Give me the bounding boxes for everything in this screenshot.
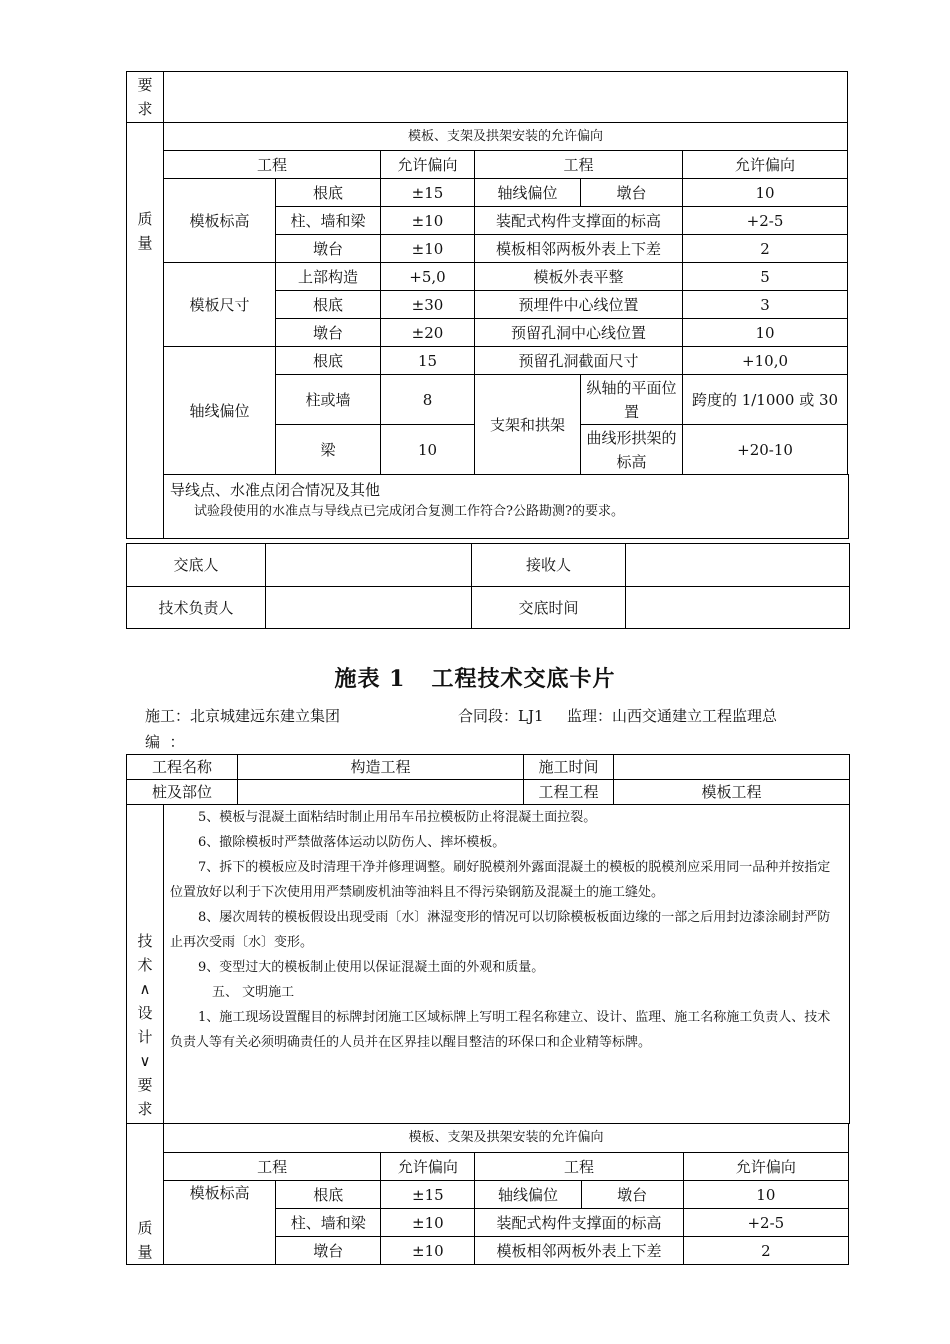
closure-text: 试验段使用的水准点与导线点已完成闭合复测工作符合?公路勘测?的要求。 bbox=[194, 504, 624, 519]
paragraph: 8、屡次周转的模板假设出现受雨〔水〕淋湿变形的情况可以切除模板板面边缘的一部之后用封边漆涂刷封严防止再次受雨〔水〕变形。 bbox=[170, 910, 831, 950]
right-sub-item: 纵轴的平面位置 bbox=[581, 375, 683, 425]
right-tolerance: 跨度的 1/1000 或 30 bbox=[683, 375, 848, 425]
tolerance-value: ±10 bbox=[381, 207, 475, 235]
edit-label: 编 ： bbox=[145, 733, 185, 751]
tolerance-value: 8 bbox=[381, 375, 475, 425]
right-sub-item: 墩台 bbox=[581, 1181, 683, 1209]
tolerance-value: ±10 bbox=[381, 1209, 475, 1237]
header-tolerance-right: 允许偏向 bbox=[683, 1153, 848, 1181]
sub-item: 上部构造 bbox=[276, 263, 381, 291]
handover-label: 交底人 bbox=[127, 544, 266, 587]
tolerance-value: 10 bbox=[381, 425, 475, 475]
sub-item: 墩台 bbox=[276, 319, 381, 347]
construction-company: 施工：北京城建远东建立集团 bbox=[145, 707, 341, 725]
paragraph: 7、拆下的模板应及时清理干净并修理调整。刷好脱模剂外露面混凝土的模板的脱模剂应采用同一品种并按指定位置放好以利于下次使用用严禁刷废机油等油料且不得污染钢筋及混凝土的施工缝处。 bbox=[170, 860, 831, 900]
sub-item: 柱、墙和梁 bbox=[276, 207, 381, 235]
right-item: 支架和拱架 bbox=[475, 375, 581, 475]
paragraph: 9、变型过大的模板制止使用以保证混凝土面的外观和质量。 bbox=[198, 960, 545, 975]
tolerance-table-bottom bbox=[126, 1123, 849, 1265]
tech-content bbox=[164, 805, 850, 1124]
supervision-company: 监理：山西交通建立工程监理总 bbox=[567, 707, 778, 725]
requirement-content bbox=[164, 72, 848, 123]
tolerance-value: ±30 bbox=[381, 291, 475, 319]
right-tolerance: 10 bbox=[683, 179, 848, 207]
receiver-label: 接收人 bbox=[472, 544, 626, 587]
time-label: 施工时间 bbox=[524, 755, 614, 780]
right-item: 预留孔洞截面尺寸 bbox=[475, 347, 683, 375]
work-value: 模板工程 bbox=[614, 780, 850, 805]
right-item: 装配式构件支撑面的标高 bbox=[475, 207, 683, 235]
header-tolerance: 允许偏向 bbox=[381, 151, 475, 179]
right-item: 装配式构件支撑面的标高 bbox=[475, 1209, 683, 1237]
header-tolerance: 允许偏向 bbox=[381, 1153, 475, 1181]
right-item: 模板相邻两板外表上下差 bbox=[475, 1237, 683, 1265]
paragraph: 1、施工现场设置醒目的标牌封闭施工区域标牌上写明工程名称建立、设计、监理、施工名称施工负责人、技术负责人等有关必须明确责任的人员并在区界挂以醒目整洁的环保口和企业精等标牌。 bbox=[170, 1010, 831, 1050]
tolerance-value: ±15 bbox=[381, 179, 475, 207]
project-info-table bbox=[126, 754, 850, 805]
right-tolerance: +10,0 bbox=[683, 347, 848, 375]
right-tolerance: 10 bbox=[683, 1181, 848, 1209]
right-item: 预留孔洞中心线位置 bbox=[475, 319, 683, 347]
quality-label: 质 量 bbox=[127, 1124, 164, 1265]
header-item-right: 工程 bbox=[475, 151, 683, 179]
tolerance-value: ±10 bbox=[381, 1237, 475, 1265]
tech-requirements-table bbox=[126, 804, 850, 1124]
right-tolerance: +2-5 bbox=[683, 1209, 848, 1237]
quality-label: 质 量 bbox=[127, 123, 164, 539]
right-tolerance: 10 bbox=[683, 319, 848, 347]
paragraph: 5、模板与混凝土面粘结时制止用吊车吊拉模板防止将混凝土面拉裂。 bbox=[198, 810, 597, 825]
right-tolerance: 2 bbox=[683, 1237, 848, 1265]
section-heading: 五、 文明施工 bbox=[212, 985, 295, 1000]
handover-value bbox=[266, 544, 472, 587]
group-label: 轴线偏位 bbox=[164, 347, 276, 475]
tolerance-title: 模板、支架及拱架安装的允许偏向 bbox=[164, 1124, 849, 1153]
sub-item: 梁 bbox=[276, 425, 381, 475]
handover-time-label: 交底时间 bbox=[472, 587, 626, 629]
tolerance-value: 15 bbox=[381, 347, 475, 375]
tolerance-value: ±15 bbox=[381, 1181, 475, 1209]
tech-lead-label: 技术负责人 bbox=[127, 587, 266, 629]
tolerance-value: ±20 bbox=[381, 319, 475, 347]
right-item: 轴线偏位 bbox=[475, 179, 581, 207]
receiver-value bbox=[626, 544, 850, 587]
sub-item: 柱或墙 bbox=[276, 375, 381, 425]
group-label: 模板尺寸 bbox=[164, 263, 276, 347]
signoff-table bbox=[126, 543, 850, 629]
requirement-label: 要 求 bbox=[127, 72, 164, 123]
handover-time-value bbox=[626, 587, 850, 629]
header-item: 工程 bbox=[164, 1153, 381, 1181]
closure-section bbox=[164, 475, 849, 539]
header-tolerance-right: 允许偏向 bbox=[683, 151, 848, 179]
right-tolerance: +20-10 bbox=[683, 425, 848, 475]
group-label: 模板标高 bbox=[164, 1181, 276, 1265]
project-name-label: 工程名称 bbox=[127, 755, 238, 780]
tolerance-value: ±10 bbox=[381, 235, 475, 263]
location-label: 桩及部位 bbox=[127, 780, 238, 805]
right-tolerance: 2 bbox=[683, 235, 848, 263]
page-title: 施表 1 工程技术交底卡片 bbox=[334, 666, 616, 692]
tech-lead-value bbox=[266, 587, 472, 629]
header-item: 工程 bbox=[164, 151, 381, 179]
paragraph: 6、撤除模板时严禁做落体运动以防伤人、摔坏模板。 bbox=[198, 835, 506, 850]
sub-item: 根底 bbox=[276, 179, 381, 207]
sub-item: 柱、墙和梁 bbox=[276, 1209, 381, 1237]
tolerance-value: +5,0 bbox=[381, 263, 475, 291]
tolerance-title: 模板、支架及拱架安装的允许偏向 bbox=[164, 123, 848, 151]
right-sub-item: 墩台 bbox=[581, 179, 683, 207]
right-item: 模板相邻两板外表上下差 bbox=[475, 235, 683, 263]
contract-section: 合同段：LJ1 bbox=[458, 707, 544, 725]
right-item: 轴线偏位 bbox=[475, 1181, 581, 1209]
time-value bbox=[614, 755, 850, 780]
tolerance-table-top bbox=[126, 71, 849, 539]
header-item-right: 工程 bbox=[475, 1153, 683, 1181]
sub-item: 墩台 bbox=[276, 1237, 381, 1265]
sub-item: 根底 bbox=[276, 1181, 381, 1209]
right-sub-item: 曲线形拱架的标高 bbox=[581, 425, 683, 475]
group-label: 模板标高 bbox=[164, 179, 276, 263]
right-tolerance: +2-5 bbox=[683, 207, 848, 235]
project-name-value: 构造工程 bbox=[238, 755, 524, 780]
closure-title: 导线点、水准点闭合情况及其他 bbox=[170, 481, 381, 499]
work-label: 工程工程 bbox=[524, 780, 614, 805]
sub-item: 根底 bbox=[276, 291, 381, 319]
tech-label: 技 术 ∧ 设 计 ∨ 要 求 bbox=[127, 805, 164, 1124]
location-value bbox=[238, 780, 524, 805]
right-tolerance: 5 bbox=[683, 263, 848, 291]
sub-item: 根底 bbox=[276, 347, 381, 375]
right-tolerance: 3 bbox=[683, 291, 848, 319]
right-item: 预埋件中心线位置 bbox=[475, 291, 683, 319]
sub-item: 墩台 bbox=[276, 235, 381, 263]
right-item: 模板外表平整 bbox=[475, 263, 683, 291]
